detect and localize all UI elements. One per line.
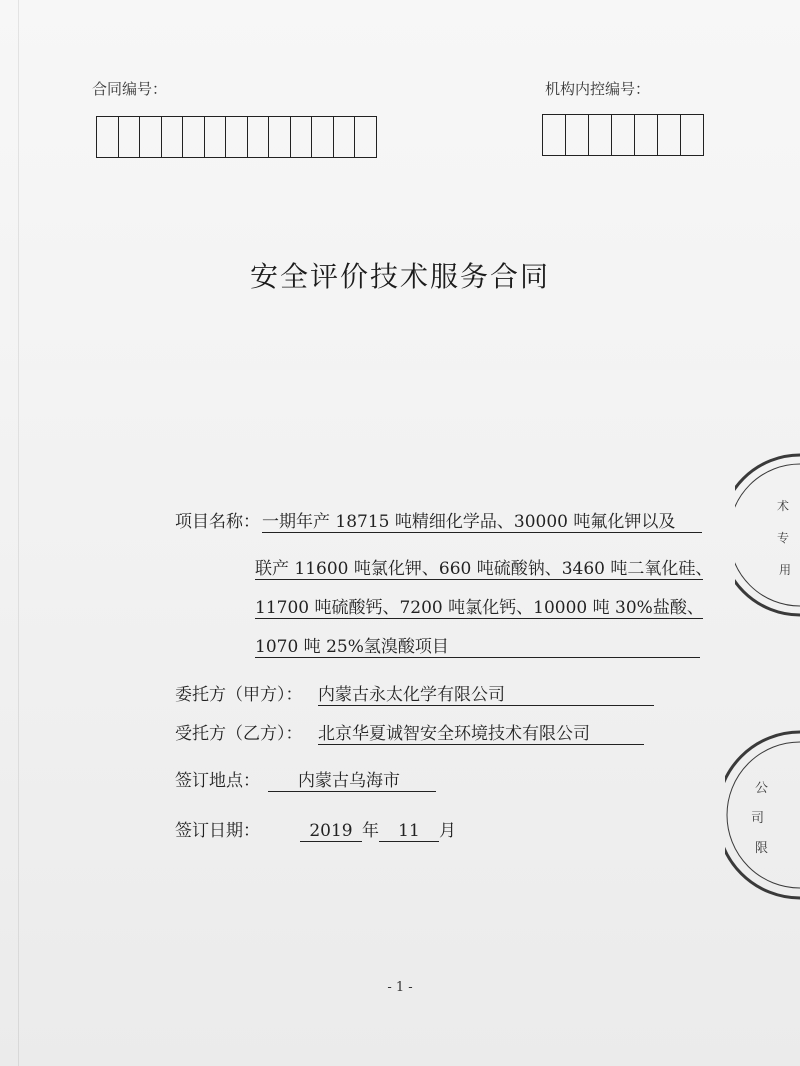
contractor-label: 受托方（乙方）： [175,724,303,744]
svg-text:公: 公 [755,781,769,796]
client-label: 委托方（甲方）： [175,685,303,705]
svg-text:用: 用 [779,563,792,577]
contractor-value-wrap [318,719,644,745]
project-name-label: 项目名称： [175,512,260,532]
document-title: 安全评价技术服务合同 [249,260,550,293]
project-line-3: 11700 吨硫酸钙、7200 吨氯化钙、10000 吨 30%盐酸、 [255,593,703,619]
sign-place-label: 签订地点： [175,771,260,791]
internal-number-boxes [542,114,704,156]
sign-date-value [300,816,456,842]
project-line-4-wrap [255,632,700,658]
project-line-1-wrap [262,507,702,533]
contract-number-label: 合同编号： [92,80,168,98]
sign-place-value: 内蒙古乌海市 [268,766,436,792]
seal-stamp-top [735,450,800,620]
left-shadow [18,0,19,1066]
client-value-wrap [318,680,654,706]
sign-date-month-unit: 月 [439,821,456,841]
project-line-1: 一期年产 18715 吨精细化学品、30000 吨氟化钾以及 [262,507,702,533]
seal-stamp-bottom [725,730,800,900]
project-line-3-wrap [255,593,703,619]
svg-text:专: 专 [777,531,790,545]
sign-date-year-unit: 年 [362,821,379,841]
sign-place-value-wrap [268,766,436,792]
sign-date-label: 签订日期： [175,821,260,841]
client-value: 内蒙古永太化学有限公司 [318,680,654,706]
page-number: - 1 - [387,980,413,995]
project-line-2: 联产 11600 吨氯化钾、660 吨硫酸钠、3460 吨二氧化硅、 [255,554,703,580]
project-line-4: 1070 吨 25%氢溴酸项目 [255,632,700,658]
svg-text:术: 术 [777,499,790,513]
svg-text:司: 司 [751,811,765,826]
sign-date-year: 2019 [300,821,362,842]
contract-number-boxes [96,116,377,158]
project-line-2-wrap [255,554,713,580]
internal-number-label: 机构内控编号： [545,80,651,98]
svg-text:限: 限 [755,841,769,856]
contractor-value: 北京华夏诚智安全环境技术有限公司 [318,719,644,745]
sign-date-month: 11 [379,821,439,842]
